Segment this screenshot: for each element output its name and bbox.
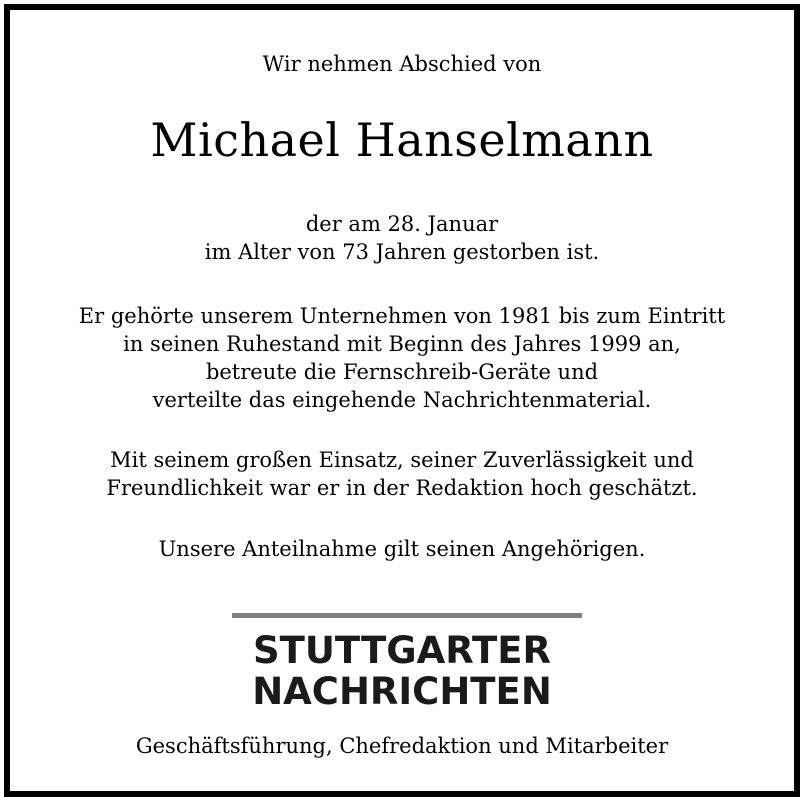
death-statement bbox=[10, 210, 794, 266]
signature-text: Geschäftsführung, Chefredaktion und Mitarbeiter bbox=[135, 734, 669, 758]
career-line-4: verteilte das eingehende Nachrichtenmaterial. bbox=[152, 388, 652, 412]
obituary-notice bbox=[4, 4, 800, 797]
death-line-2: im Alter von 73 Jahren gestorben ist. bbox=[204, 240, 600, 264]
divider-rule bbox=[232, 613, 582, 618]
logo-line-2: NACHRICHTEN bbox=[252, 670, 552, 713]
career-line-3: betreute die Fernschreib-Geräte und bbox=[205, 360, 599, 384]
death-line-1: der am 28. Januar bbox=[305, 212, 499, 236]
career-line-2: in seinen Ruhestand mit Beginn des Jahres 1999 an, bbox=[123, 332, 681, 356]
praise-line-1: Mit seinem großen Einsatz, seiner Zuverlässigkeit und bbox=[110, 448, 694, 472]
intro-text: Wir nehmen Abschied von bbox=[262, 52, 542, 76]
condolence-text: Unsere Anteilnahme gilt seinen Angehörigen. bbox=[158, 537, 646, 561]
newspaper-logo bbox=[10, 630, 794, 712]
logo-line-1: STUTTGARTER bbox=[252, 629, 552, 672]
career-line-1: Er gehörte unserem Unternehmen von 1981 bis zum Eintritt bbox=[78, 304, 726, 328]
praise-paragraph bbox=[10, 446, 794, 502]
praise-line-2: Freundlichkeit war er in der Redaktion hoch geschätzt. bbox=[106, 476, 698, 500]
deceased-name: Michael Hanselmann bbox=[150, 113, 654, 167]
career-paragraph bbox=[10, 302, 794, 414]
